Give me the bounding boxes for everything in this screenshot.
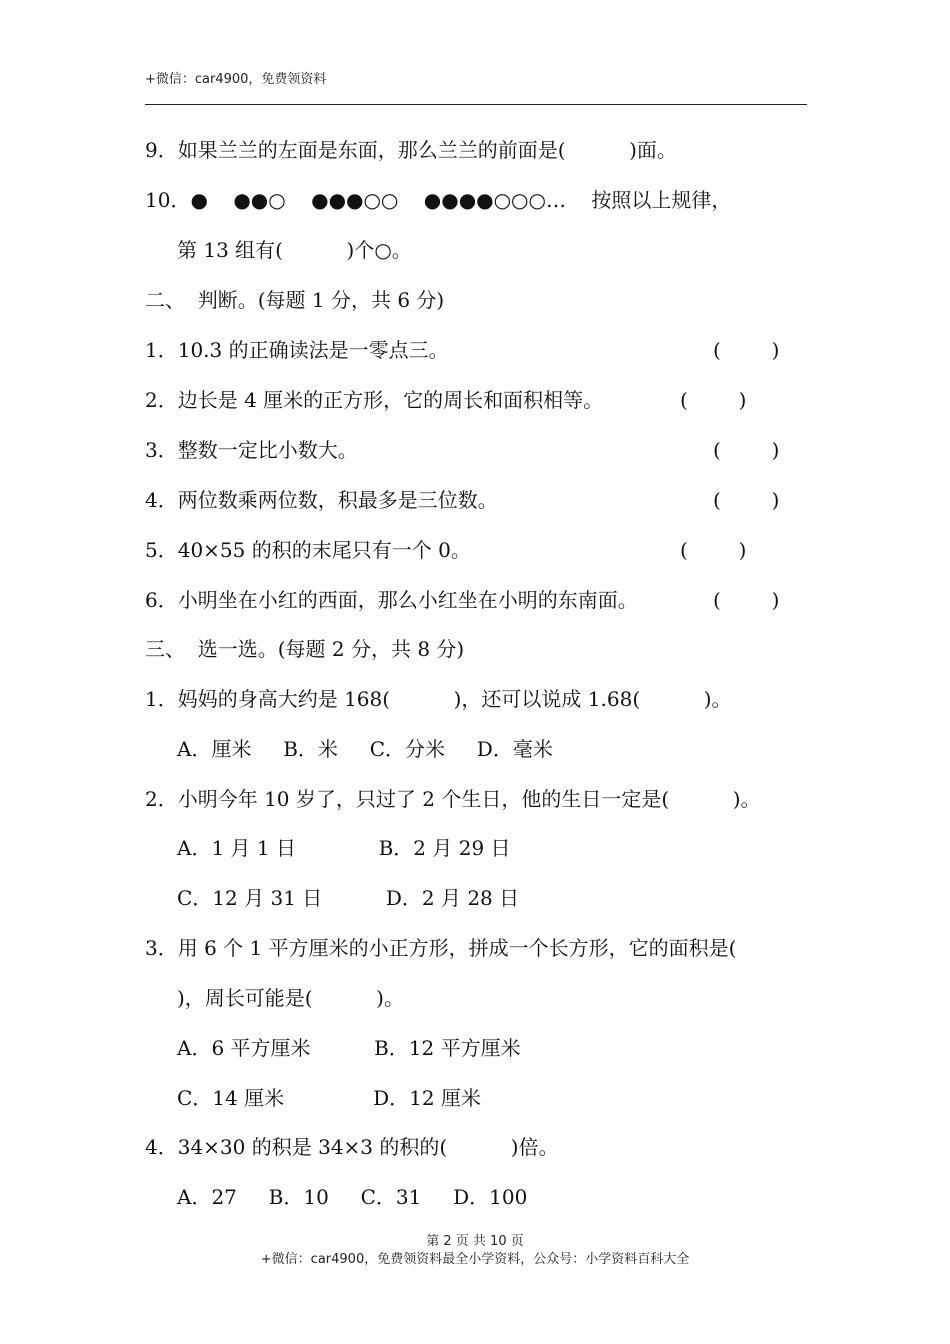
choice-2-options-row1: A．1 月 1 日 B．2 月 29 日 bbox=[177, 836, 511, 860]
judge-2-answer[interactable]: ( ) bbox=[680, 388, 747, 412]
judge-2: 2．边长是 4 厘米的正方形，它的周长和面积相等。 bbox=[145, 388, 604, 412]
question-10-line1: 10．● ●●○ ●●●○○ ●●●●○○○… 按照以上规律， bbox=[145, 188, 732, 212]
choice-1: 1．妈妈的身高大约是 168( )，还可以说成 1.68( )。 bbox=[145, 687, 732, 711]
judge-5-answer[interactable]: ( ) bbox=[680, 538, 747, 562]
choice-2: 2．小明今年 10 岁了，只过了 2 个生日，他的生日一定是( )。 bbox=[145, 787, 761, 811]
judge-5: 5．40×55 的积的末尾只有一个 0。 bbox=[145, 538, 471, 562]
judge-4: 4．两位数乘两位数，积最多是三位数。 bbox=[145, 488, 498, 512]
choice-3-options-row2: C．14 厘米 D．12 厘米 bbox=[177, 1086, 481, 1110]
header-divider bbox=[145, 104, 807, 105]
choice-3-options-row1: A．6 平方厘米 B．12 平方厘米 bbox=[177, 1036, 521, 1060]
judge-3: 3．整数一定比小数大。 bbox=[145, 438, 358, 462]
judge-1-answer[interactable]: ( ) bbox=[713, 338, 780, 362]
section-3-heading: 三、 选一选。(每题 2 分，共 8 分) bbox=[145, 637, 465, 661]
judge-6: 6．小明坐在小红的西面，那么小红坐在小明的东南面。 bbox=[145, 588, 638, 612]
header-watermark: +微信：car4900，免费领资料 bbox=[145, 72, 327, 87]
choice-1-options: A．厘米 B．米 C．分米 D．毫米 bbox=[177, 737, 553, 761]
page-number: 第 2 页 共 10 页 bbox=[426, 1234, 524, 1249]
question-9: 9．如果兰兰的左面是东面，那么兰兰的前面是( )面。 bbox=[145, 138, 677, 162]
section-2-heading: 二、 判断。(每题 1 分，共 6 分) bbox=[145, 288, 445, 312]
footer-promo: +微信：car4900，免费领资料最全小学资料，公众号：小学资料百科大全 bbox=[260, 1252, 690, 1267]
judge-4-answer[interactable]: ( ) bbox=[713, 488, 780, 512]
judge-6-answer[interactable]: ( ) bbox=[713, 588, 780, 612]
judge-1: 1．10.3 的正确读法是一零点三。 bbox=[145, 338, 449, 362]
choice-3-line1: 3．用 6 个 1 平方厘米的小正方形，拼成一个长方形，它的面积是( bbox=[145, 936, 737, 960]
choice-4: 4．34×30 的积是 34×3 的积的( )倍。 bbox=[145, 1135, 559, 1159]
choice-2-options-row2: C．12 月 31 日 D．2 月 28 日 bbox=[177, 886, 520, 910]
choice-3-line2: )，周长可能是( )。 bbox=[177, 986, 404, 1010]
judge-3-answer[interactable]: ( ) bbox=[713, 438, 780, 462]
question-10-line2: 第 13 组有( )个○。 bbox=[177, 238, 412, 262]
choice-4-options: A．27 B．10 C．31 D．100 bbox=[177, 1185, 528, 1209]
